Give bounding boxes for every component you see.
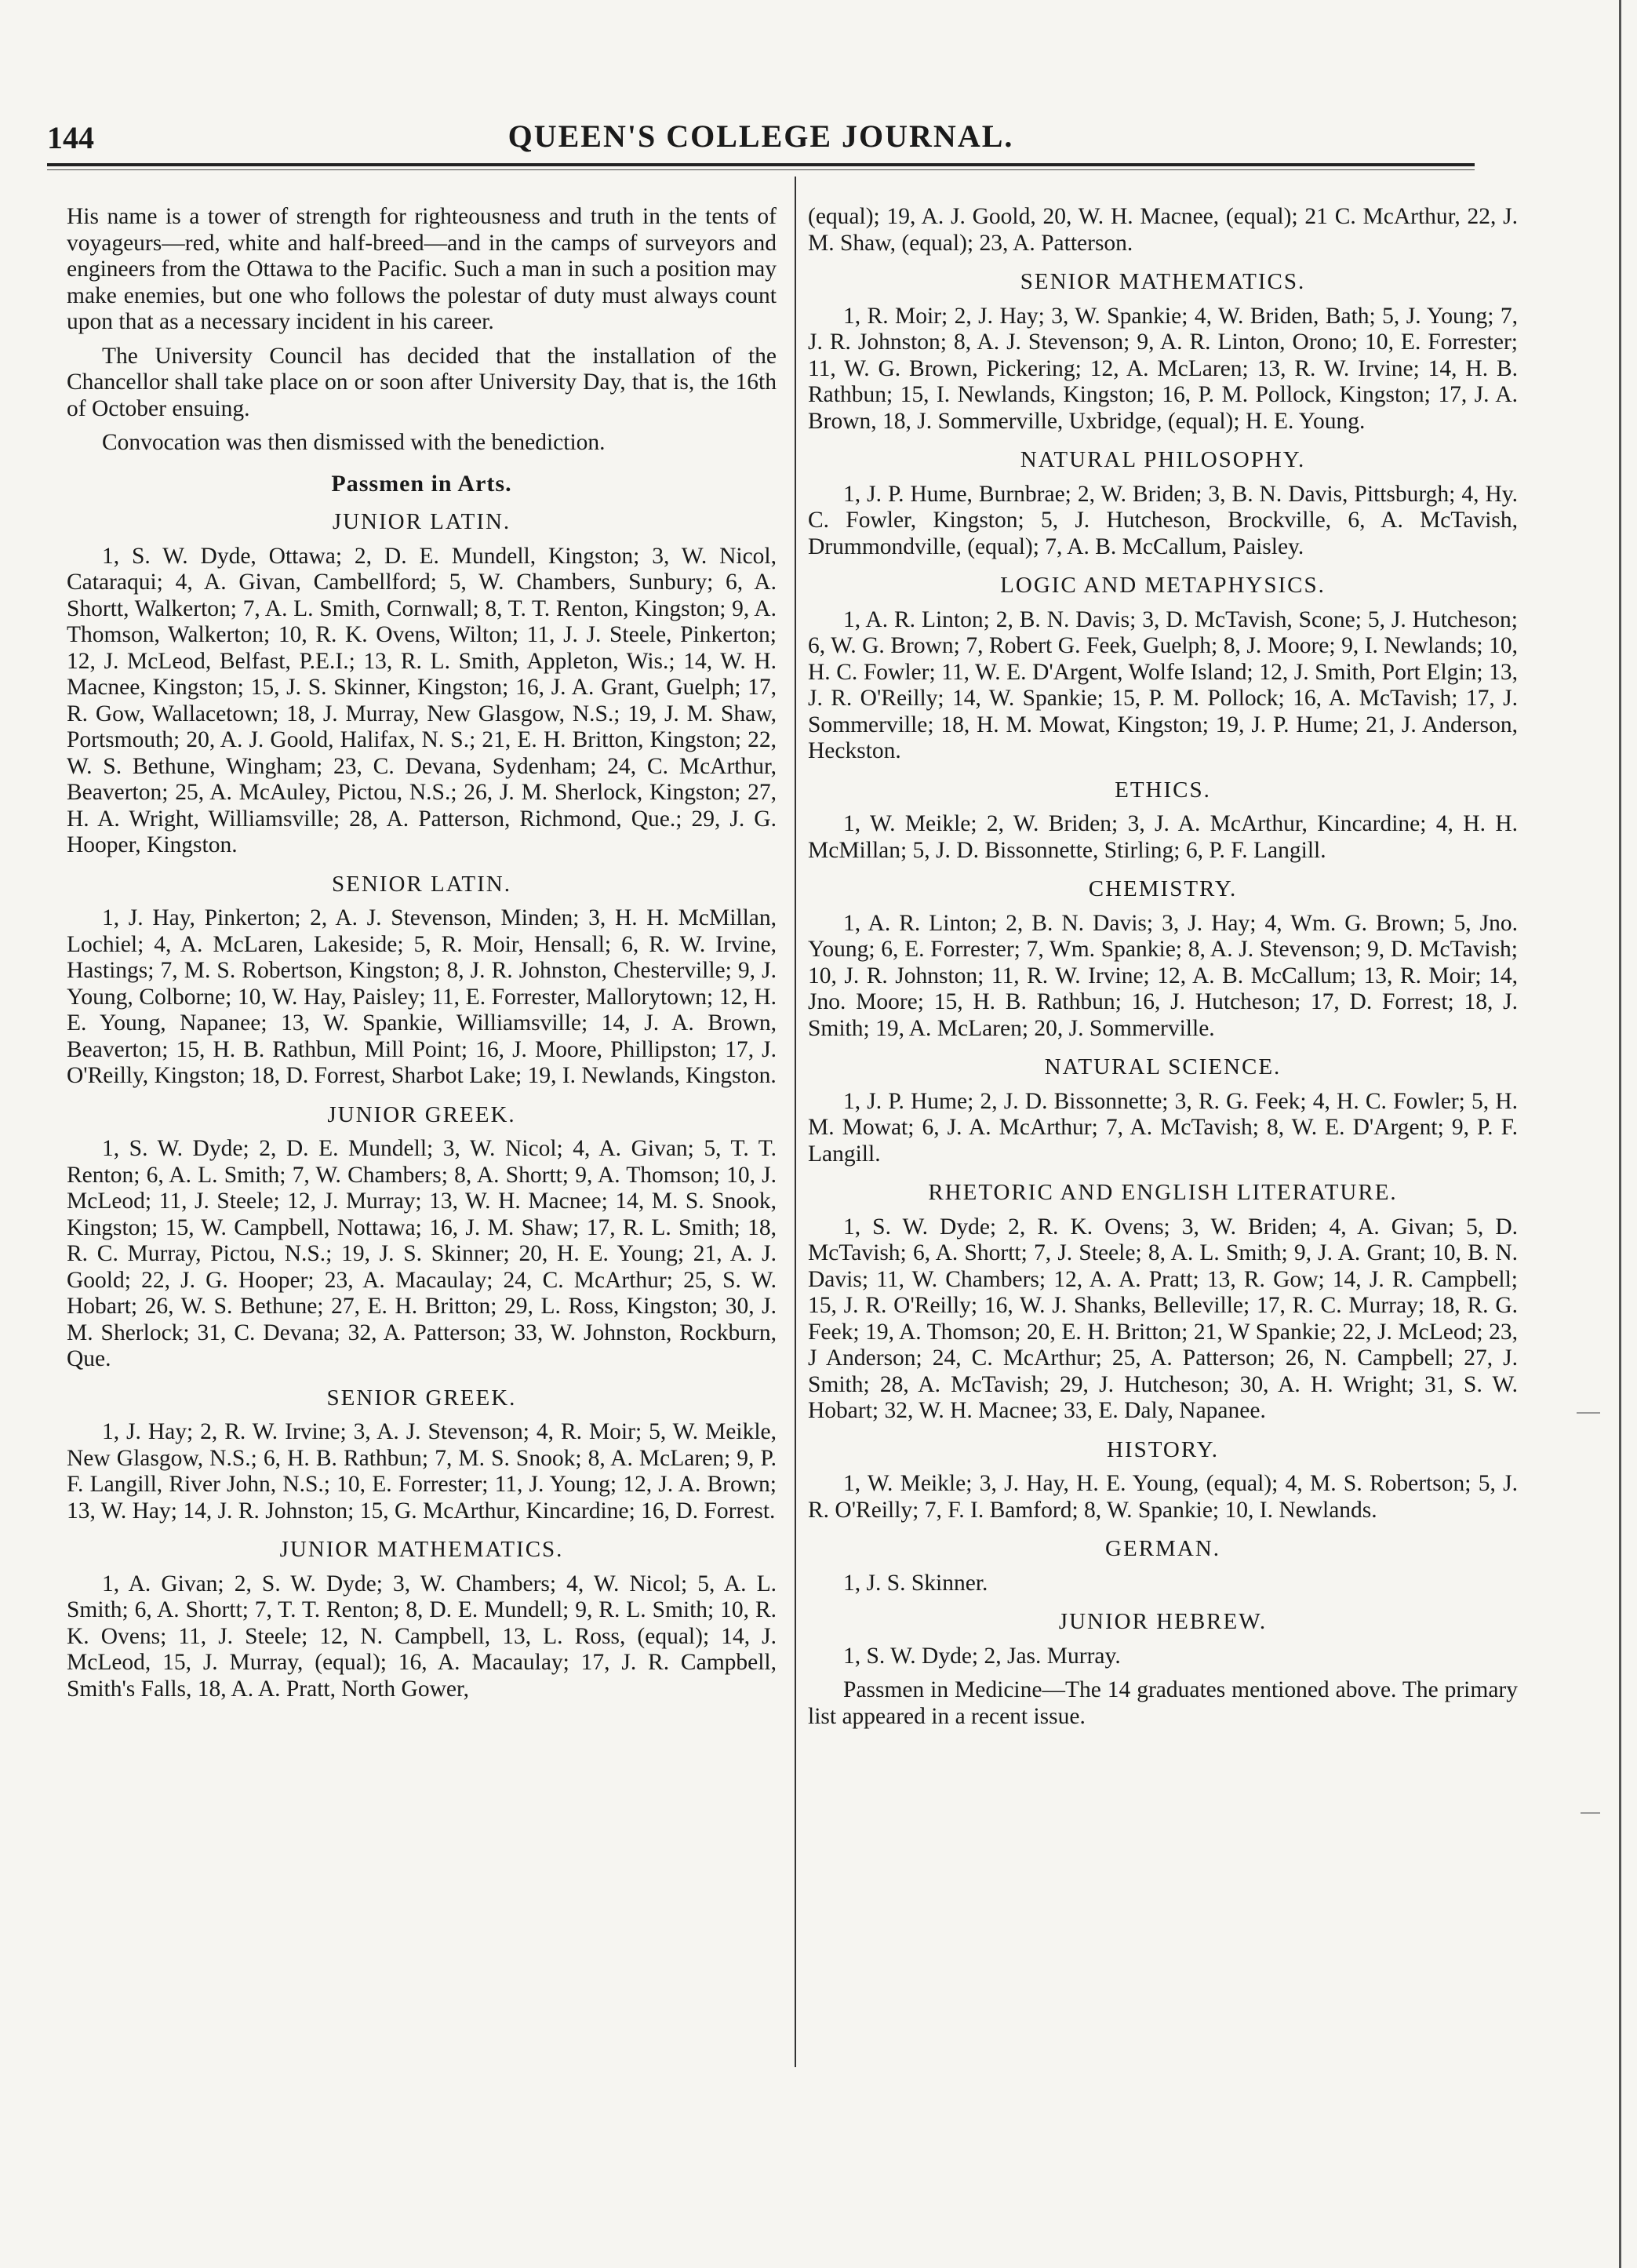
section-junior-greek xyxy=(67,1102,777,1373)
header-rule xyxy=(47,163,1475,166)
council-paragraph: The University Council has decided that the installation of the Chancellor shall take place on or soon after University Day, that is, the 16th of October ensuing. xyxy=(67,343,777,421)
section-list: 1, W. Meikle; 2, W. Briden; 3, J. A. McArthur, Kincardine; 4, H. H. McMillan; 5, J. D. Bissonnette, Stirling; 6, P. F. Langill. xyxy=(808,811,1518,863)
page-number: 144 xyxy=(47,120,94,155)
section-list: 1, J. Hay; 2, R. W. Irvine; 3, A. J. Stevenson; 4, R. Moir; 5, W. Meikle, New Glasgow, N.S.; 6, H. B. Rathbun; 7, M. S. Snook; 8, A. McLaren; 9, P. F. Langill, River John, N.S.; 10, E. Forrester; 11, J. Young; 12, J. A. Brown; 13, W. Hay; 14, J. R. Johnston; 15, G. McArthur, Kincardine; 16, D. Forrest. xyxy=(67,1419,777,1524)
section-logic-metaphysics xyxy=(808,573,1518,765)
section-list: 1, J. S. Skinner. xyxy=(843,1570,988,1596)
section-list: 1, J. P. Hume, Burnbrae; 2, W. Briden; 3, B. N. Davis, Pittsburgh; 4, Hy. C. Fowler, Kingston; 5, J. Hutcheson, Brockville, 6, A. McTavish, Drummondville, (equal); 7, A. B. McCallum, Paisley. xyxy=(808,481,1518,559)
left-column xyxy=(67,204,777,1710)
section-senior-mathematics xyxy=(808,269,1518,435)
section-list: 1, J. P. Hume; 2, J. D. Bissonnette; 3, R. G. Feek; 4, H. C. Fowler; 5, H. M. Mowat; 6, J. A. McArthur; 7, A. McTavish; 8, W. E. D'Argent; 9, P. F. Langill. xyxy=(808,1088,1518,1167)
section-heading: RHETORIC AND ENGLISH LITERATURE. xyxy=(928,1180,1398,1205)
intro-paragraph: His name is a tower of strength for righteousness and truth in the tents of voyageurs—red, white and half-breed—and in the camps of surveyors and engineers from the Ottawa to the Pacific. Such a man in such a position may make enemies, but one who follows the polestar of duty must always count upon that as a necessary incident in his career. xyxy=(67,204,777,334)
binding-edge xyxy=(1619,0,1621,2268)
section-natural-philosophy xyxy=(808,447,1518,560)
header-rule-thin xyxy=(47,169,1475,170)
section-list: 1, A. R. Linton; 2, B. N. Davis; 3, J. Hay; 4, Wm. G. Brown; 5, Jno. Young; 6, E. Forrester; 7, Wm. Spankie; 8, A. J. Stevenson; 9, D. McTavish; 10, J. R. Johnston; 11, R. W. Irvine; 12, A. B. McCallum; 13, R. Moir; 14, Jno. Moore; 15, H. B. Rathbun; 16, J. Hutcheson; 17, D. Forrest; 18, J. Smith; 19, A. McLaren; 20, J. Sommerville. xyxy=(808,910,1518,1041)
section-heading: SENIOR LATIN. xyxy=(332,871,511,897)
section-heading: JUNIOR GREEK. xyxy=(327,1101,516,1127)
section-natural-science xyxy=(808,1054,1518,1167)
section-list: 1, R. Moir; 2, J. Hay; 3, W. Spankie; 4, W. Briden, Bath; 5, J. Young; 7, J. R. Johnston; 8, A. J. Stevenson; 9, A. R. Linton, Orono; 10, E. Forrester; 11, W. G. Brown, Pickering; 12, A. McLaren; 13, R. W. Irvine; 14, H. B. Rathbun; 15, I. Newlands, Kingston; 16, P. M. Pollock, Kingston; 17, J. A. Brown, 18, J. Sommerville, Uxbridge, (equal); H. E. Young. xyxy=(808,303,1518,434)
section-list: 1, S. W. Dyde, Ottawa; 2, D. E. Mundell, Kingston; 3, W. Nicol, Cataraqui; 4, A. Givan, Cambellford; 5, W. Chambers, Sunbury; 6, A. Shortt, Walkerton; 7, A. L. Smith, Cornwall; 8, T. T. Renton, Kingston; 9, A. Thomson, Walkerton; 10, R. K. Ovens, Wilton; 11, J. J. Steele, Pinkerton; 12, J. McLeod, Belfast, P.E.I.; 13, R. L. Smith, Appleton, Wis.; 14, W. H. Macnee, Kingston; 15, J. S. Skinner, Kingston; 16, J. A. Grant, Guelph; 17, R. Gow, Wallacetown; 18, J. Murray, New Glasgow, N.S.; 19, J. M. Shaw, Portsmouth; 20, A. J. Goold, Halifax, N. S.; 21, E. H. Britton, Kingston; 22, W. S. Bethune, Wingham; 23, C. Devana, Sydenham; 24, C. McArthur, Beaverton; 25, A. McAuley, Pictou, N.S.; 26, J. M. Sherlock, Kingston; 27, H. A. Wright, Williamsville; 28, A. Patterson, Richmond, Que.; 29, J. G. Hooper, Kingston. xyxy=(67,543,777,857)
section-heading: HISTORY. xyxy=(1106,1436,1220,1462)
section-ethics xyxy=(808,777,1518,865)
section-list: 1, A. Givan; 2, S. W. Dyde; 3, W. Chambers; 4, W. Nicol; 5, A. L. Smith; 6, A. Shortt; 7, T. T. Renton; 8, D. E. Mundell; 9, R. L. Smith; 10, R. K. Ovens; 11, J. Steele; 12, N. Campbell, 13, L. Ross, (equal); 14, J. McLeod, 15, J. Murray, (equal); 16, A. Macaulay; 17, J. R. Campbell, Smith's Falls, 18, A. A. Pratt, North Gower, xyxy=(67,1571,777,1702)
section-list: 1, S. W. Dyde; 2, Jas. Murray. xyxy=(843,1643,1121,1669)
scan-artifact xyxy=(1577,1412,1600,1414)
passmen-heading: Passmen in Arts. xyxy=(331,470,512,497)
column-divider xyxy=(795,177,796,2067)
section-chemistry xyxy=(808,876,1518,1042)
section-heading: SENIOR GREEK. xyxy=(326,1385,517,1411)
section-heading: JUNIOR HEBREW. xyxy=(1058,1609,1268,1634)
running-title: QUEEN'S COLLEGE JOURNAL. xyxy=(507,118,1014,154)
right-column xyxy=(808,204,1518,1738)
continuation-text: (equal); 19, A. J. Goold, 20, W. H. Macnee, (equal); 21 C. McArthur, 22, J. M. Shaw, (equal); 23, A. Patterson. xyxy=(808,204,1518,256)
section-heading: LOGIC AND METAPHYSICS. xyxy=(1000,573,1326,598)
closing-paragraph: Passmen in Medicine—The 14 graduates mentioned above. The primary list appeared in a recent issue. xyxy=(808,1677,1518,1729)
section-list: 1, S. W. Dyde; 2, D. E. Mundell; 3, W. Nicol; 4, A. Givan; 5, T. T. Renton; 6, A. L. Smith; 7, W. Chambers; 8, A. Shortt; 9, A. Thomson; 10, J. McLeod; 11, J. Steele; 12, J. Murray; 13, W. H. Macnee; 14, M. S. Snook, Kingston; 15, W. Campbell, Nottawa; 16, J. M. Shaw; 17, R. L. Smith; 18, R. C. Murray, Pictou, N.S.; 19, J. S. Skinner; 20, H. E. Young; 21, A. J. Goold; 22, J. G. Hooper; 23, A. Macaulay; 24, C. McArthur; 25, S. W. Hobart; 26, W. S. Bethune; 27, E. H. Britton; 29, L. Ross, Kingston; 30, J. M. Sherlock; 31, C. Devana; 32, A. Patterson; 33, W. Johnston, Rockburn, Que. xyxy=(67,1136,777,1371)
section-list: 1, S. W. Dyde; 2, R. K. Ovens; 3, W. Briden; 4, A. Givan; 5, D. McTavish; 6, A. Shortt; 7, J. Steele; 8, A. L. Smith; 9, J. A. Grant; 10, B. N. Davis; 11, W. Chambers; 12, A. A. Pratt; 13, R. Gow; 14, J. R. Campbell; 15, J. R. O'Reilly; 16, W. J. Shanks, Belleville; 17, R. C. Murray; 18, R. G. Feek; 19, A. Thomson; 20, E. H. Britton; 21, W Spankie; 22, J. McLeod; 23, J Anderson; 24, C. McArthur; 25, A. Patterson; 26, N. Campbell; 27, J. Smith; 28, A. McTavish; 29, J. Hutcheson; 30, A. H. Wright; 31, S. W. Hobart; 32, W. H. Macnee; 33, E. Daly, Napanee. xyxy=(808,1214,1518,1423)
convocation-paragraph: Convocation was then dismissed with the benediction. xyxy=(102,430,606,455)
section-german xyxy=(808,1536,1518,1596)
section-junior-mathematics xyxy=(67,1537,777,1702)
section-list: 1, W. Meikle; 3, J. Hay, H. E. Young, (equal); 4, M. S. Robertson; 5, J. R. O'Reilly; 7, F. I. Bamford; 8, W. Spankie; 10, I. Newlands. xyxy=(808,1471,1518,1523)
section-heading: ETHICS. xyxy=(1115,777,1211,803)
section-heading: CHEMISTRY. xyxy=(1088,876,1238,901)
section-list: 1, J. Hay, Pinkerton; 2, A. J. Stevenson, Minden; 3, H. H. McMillan, Lochiel; 4, A. McLaren, Lakeside; 5, R. Moir, Hensall; 6, R. W. Irvine, Hastings; 7, M. S. Robertson, Kingston; 8, J. R. Johnston, Chesterville; 9, J. Young, Colborne; 10, W. Hay, Paisley; 11, E. Forrester, Mallorytown; 12, H. E. Young, Napanee; 13, W. Spankie, Williamsville; 14, J. A. Brown, Beaverton; 15, H. B. Rathbun, Mill Point; 16, J. Moore, Phillipston; 17, J. O'Reilly, Kingston; 18, D. Forrest, Sharbot Lake; 19, I. Newlands, Kingston. xyxy=(67,905,777,1088)
section-heading: SENIOR MATHEMATICS. xyxy=(1020,269,1306,294)
section-heading: NATURAL SCIENCE. xyxy=(1044,1054,1282,1079)
section-heading: GERMAN. xyxy=(1105,1536,1220,1561)
section-junior-latin xyxy=(67,509,777,859)
section-junior-hebrew xyxy=(808,1609,1518,1669)
section-rhetoric-english xyxy=(808,1180,1518,1425)
section-history xyxy=(808,1437,1518,1524)
scan-artifact xyxy=(1581,1812,1600,1814)
page-header xyxy=(47,118,1475,165)
section-heading: NATURAL PHILOSOPHY. xyxy=(1020,447,1306,472)
section-heading: JUNIOR LATIN. xyxy=(332,509,511,534)
section-heading: JUNIOR MATHEMATICS. xyxy=(279,1537,564,1562)
section-senior-latin xyxy=(67,872,777,1090)
section-list: 1, A. R. Linton; 2, B. N. Davis; 3, D. McTavish, Scone; 5, J. Hutcheson; 6, W. G. Brown; 7, Robert G. Feek, Guelph; 8, J. Moore; 9, I. Newlands; 10, H. C. Fowler; 11, W. E. D'Argent, Wolfe Island; 12, J. Smith, Port Elgin; 13, J. R. O'Reilly; 14, W. Spankie; 15, P. M. Pollock; 16, A. McTavish; 17, J. Sommerville; 18, H. M. Mowat, Kingston; 19, J. P. Hume; 21, J. Anderson, Heckston. xyxy=(808,606,1518,763)
section-senior-greek xyxy=(67,1385,777,1525)
